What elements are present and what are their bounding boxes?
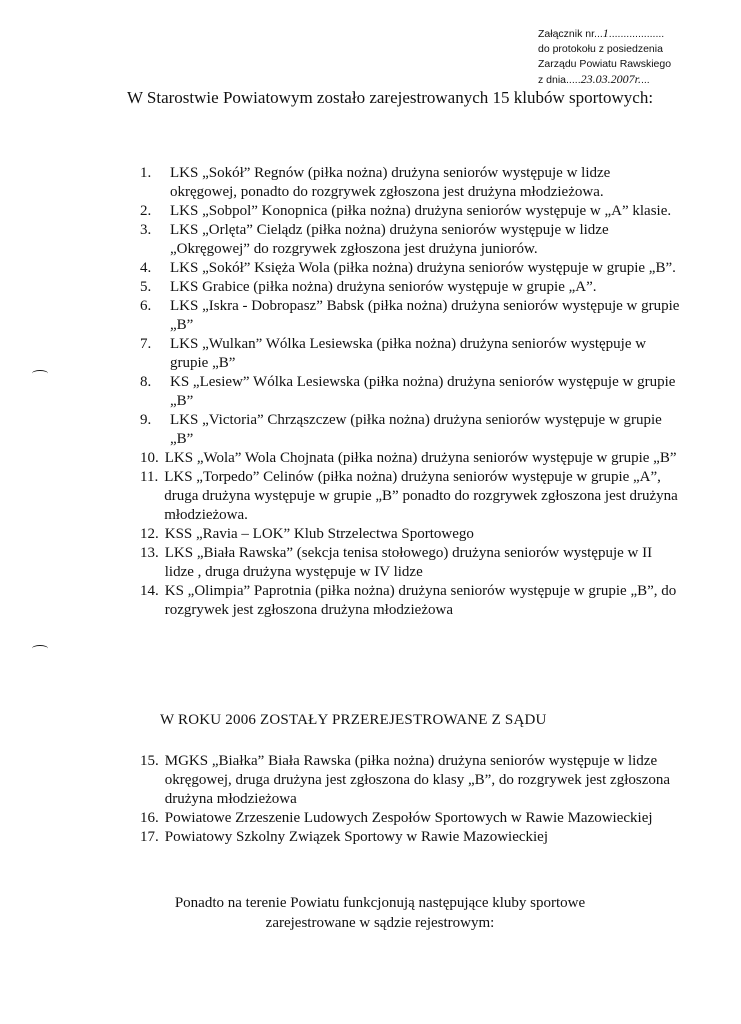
stamp-line-attachment (538, 26, 738, 42)
list-item (140, 221, 680, 259)
item-number: 16. (140, 810, 159, 826)
item-text: Powiatowy Szkolny Związek Sportowy w Rawie Mazowieckiej (164, 829, 549, 845)
item-text: KS „Lesiew” Wólka Lesiewska (piłka nożna) drużyna seniorów występuje w grupie „B” (170, 374, 676, 409)
item-text: LKS „Sokół” Regnów (piłka nożna) drużyna seniorów występuje w lidze okręgowej, ponadto do rozgrywek zgłoszona jest drużyna młodzieżowa. (170, 165, 611, 200)
item-number: 5. (140, 279, 152, 295)
stamp-date-value: 23.03.2007r. (580, 72, 641, 86)
item-number: 10. (140, 450, 159, 466)
item-number: 4. (140, 260, 152, 276)
list-item (140, 259, 680, 278)
item-number: 14. (140, 583, 159, 599)
clubs-list (140, 164, 680, 620)
item-text: LKS „Victoria” Chrząszczew (piłka nożna) drużyna seniorów występuje w grupie „B” (170, 412, 662, 447)
reregistered-list (140, 752, 680, 847)
list-item (140, 582, 680, 620)
list-item (140, 335, 680, 373)
item-number: 7. (140, 336, 152, 352)
item-text: LKS Grabice (piłka nożna) drużyna seniorów występuje w grupie „A”. (170, 279, 597, 295)
item-number: 15. (140, 753, 159, 769)
item-text: KS „Olimpia” Paprotnia (piłka nożna) drużyna seniorów występuje w grupie „B”, do rozgrywek jest zgłoszona drużyna młodzieżowa (164, 583, 677, 618)
list-item (140, 373, 680, 411)
item-text: LKS „Wola” Wola Chojnata (piłka nożna) drużyna seniorów występuje w grupie „B” (164, 450, 677, 466)
item-text: Powiatowe Zrzeszenie Ludowych Zespołów Sportowych w Rawie Mazowieckiej (164, 810, 653, 826)
list-item (140, 297, 680, 335)
item-text: LKS „Wulkan” Wólka Lesiewska (piłka nożna) drużyna seniorów występuje w grupie „B” (170, 336, 647, 371)
list-item (140, 411, 680, 449)
item-number: 9. (140, 412, 152, 428)
item-number: 12. (140, 526, 159, 542)
list-item (140, 468, 680, 525)
list-item (140, 544, 680, 582)
item-text: LKS „Torpedo” Celinów (piłka nożna) drużyna seniorów występuje w grupie „A”, druga drużyna występuje w grupie „B” ponadto do rozgrywek zgłoszona jest drużyna młodzieżowa. (164, 469, 678, 523)
stamp-attachment-number: 1 (602, 26, 609, 40)
stamp-dots: ... (640, 74, 650, 86)
attachment-stamp (538, 26, 738, 88)
item-text: KSS „Ravia – LOK” Klub Strzelectwa Sportowego (164, 526, 474, 542)
item-number: 2. (140, 203, 152, 219)
stamp-line-board: Zarządu Powiatu Rawskiego (538, 58, 672, 70)
item-number: 8. (140, 374, 152, 390)
list-item (140, 202, 680, 221)
list-item (140, 278, 680, 297)
item-text: LKS „Sobpol” Konopnica (piłka nożna) drużyna seniorów występuje w „A” klasie. (170, 203, 672, 219)
list-item (140, 164, 680, 202)
stamp-line-date (538, 72, 738, 88)
item-text: LKS „Sokół” Księża Wola (piłka nożna) drużyna seniorów występuje w grupie „B”. (170, 260, 676, 276)
margin-mark (32, 370, 48, 377)
section-heading: W ROKU 2006 ZOSTAŁY PRZEREJESTROWANE Z SĄDU (160, 712, 547, 728)
stamp-date-label: z dnia..... (538, 74, 581, 86)
stamp-dots: ................... (608, 28, 665, 40)
item-text: LKS „Biała Rawska” (sekcja tenisa stołowego) drużyna seniorów występuje w II lidze , druga drużyna występuje w IV lidze (164, 545, 653, 580)
item-text: LKS „Iskra - Dobropasz” Babsk (piłka nożna) drużyna seniorów występuje w grupie „B” (170, 298, 680, 333)
margin-mark (32, 645, 48, 652)
item-text: LKS „Orlęta” Cielądz (piłka nożna) drużyna seniorów występuje w lidze „Okręgowej” do rozgrywek zgłoszona jest drużyna juniorów. (170, 222, 609, 257)
item-text: MGKS „Białka” Biała Rawska (piłka nożna) drużyna seniorów występuje w lidze okręgowej, druga drużyna jest zgłoszona do klasy „B”, do rozgrywek jest zgłoszona drużyna młodzieżowa (164, 753, 671, 807)
list-item (140, 525, 680, 544)
list-item (140, 809, 680, 828)
stamp-attachment-label: Załącznik nr... (538, 28, 603, 40)
item-number: 1. (140, 165, 152, 181)
stamp-line-protocol: do protokołu z posiedzenia (538, 43, 663, 55)
document-title: W Starostwie Powiatowym zostało zarejestrowanych 15 klubów sportowych: (126, 88, 654, 107)
item-number: 13. (140, 545, 159, 561)
item-number: 11. (140, 469, 159, 485)
list-item (140, 828, 680, 847)
item-number: 6. (140, 298, 152, 314)
list-item (140, 449, 680, 468)
item-number: 3. (140, 222, 152, 238)
closing-paragraph: Ponadto na terenie Powiatu funkcjonują następujące kluby sportowe zarejestrowane w sądzie rejestrowym: (174, 895, 586, 931)
list-item (140, 752, 680, 809)
item-number: 17. (140, 829, 159, 845)
